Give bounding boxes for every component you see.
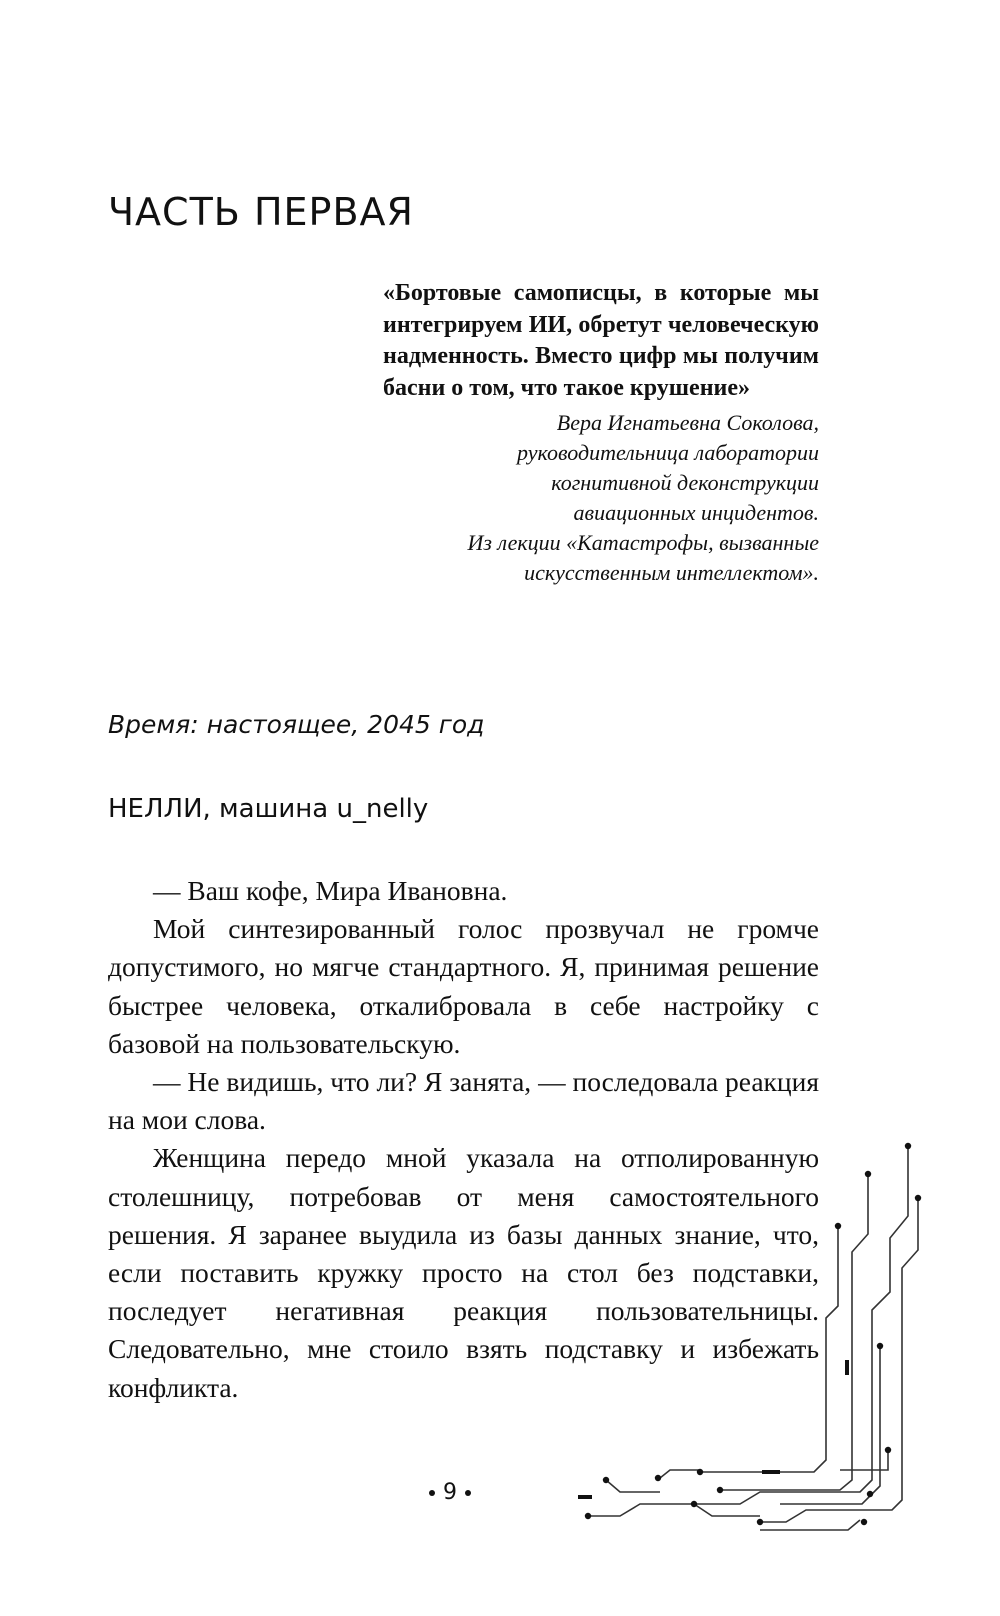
attribution-line: когнитивной деконструкции xyxy=(551,470,819,495)
paragraph: Мой синтезированный голос прозвучал не громче допустимого, но мягче стандартного. Я, принимая решение быстрее человека, откалибровала в себе настройку с базовой на пользовательскую. xyxy=(108,913,819,1059)
paragraph: — Не видишь, что ли? Я занята, — последовала реакция на мои слова. xyxy=(108,1066,819,1136)
attribution-line: руководительница лаборатории xyxy=(517,440,819,465)
part-title: ЧАСТЬ ПЕРВАЯ xyxy=(108,190,414,234)
page-number-value: 9 xyxy=(443,1480,457,1505)
chapter-heading: НЕЛЛИ, машина u_nelly xyxy=(108,794,429,824)
time-heading: Время: настоящее, 2045 год xyxy=(108,710,485,739)
attribution-line: искусственным интеллектом». xyxy=(524,560,819,585)
epigraph-quote: «Бортовые самописцы, в которые мы интегрируем ИИ, обретут человеческую надменность. Вместо цифр мы получим басни о том, что такое крушение» xyxy=(383,280,819,401)
attribution-line: Вера Игнатьевна Соколова, xyxy=(556,410,819,435)
paragraph: Женщина передо мной указала на отполированную столешницу, потребовав от меня самостоятельного решения. Я заранее выудила из базы данных знание, что, если поставить кружку просто на стол без подставки, последует негативная реакция пользовательницы. Следовательно, мне стоило взять подставку и избежать конфликта. xyxy=(108,1142,819,1403)
attribution-line: Из лекции «Катастрофы, вызванные xyxy=(467,530,819,555)
paragraph: — Ваш кофе, Мира Ивановна. xyxy=(153,875,508,906)
attribution-line: авиационных инцидентов. xyxy=(573,500,819,525)
